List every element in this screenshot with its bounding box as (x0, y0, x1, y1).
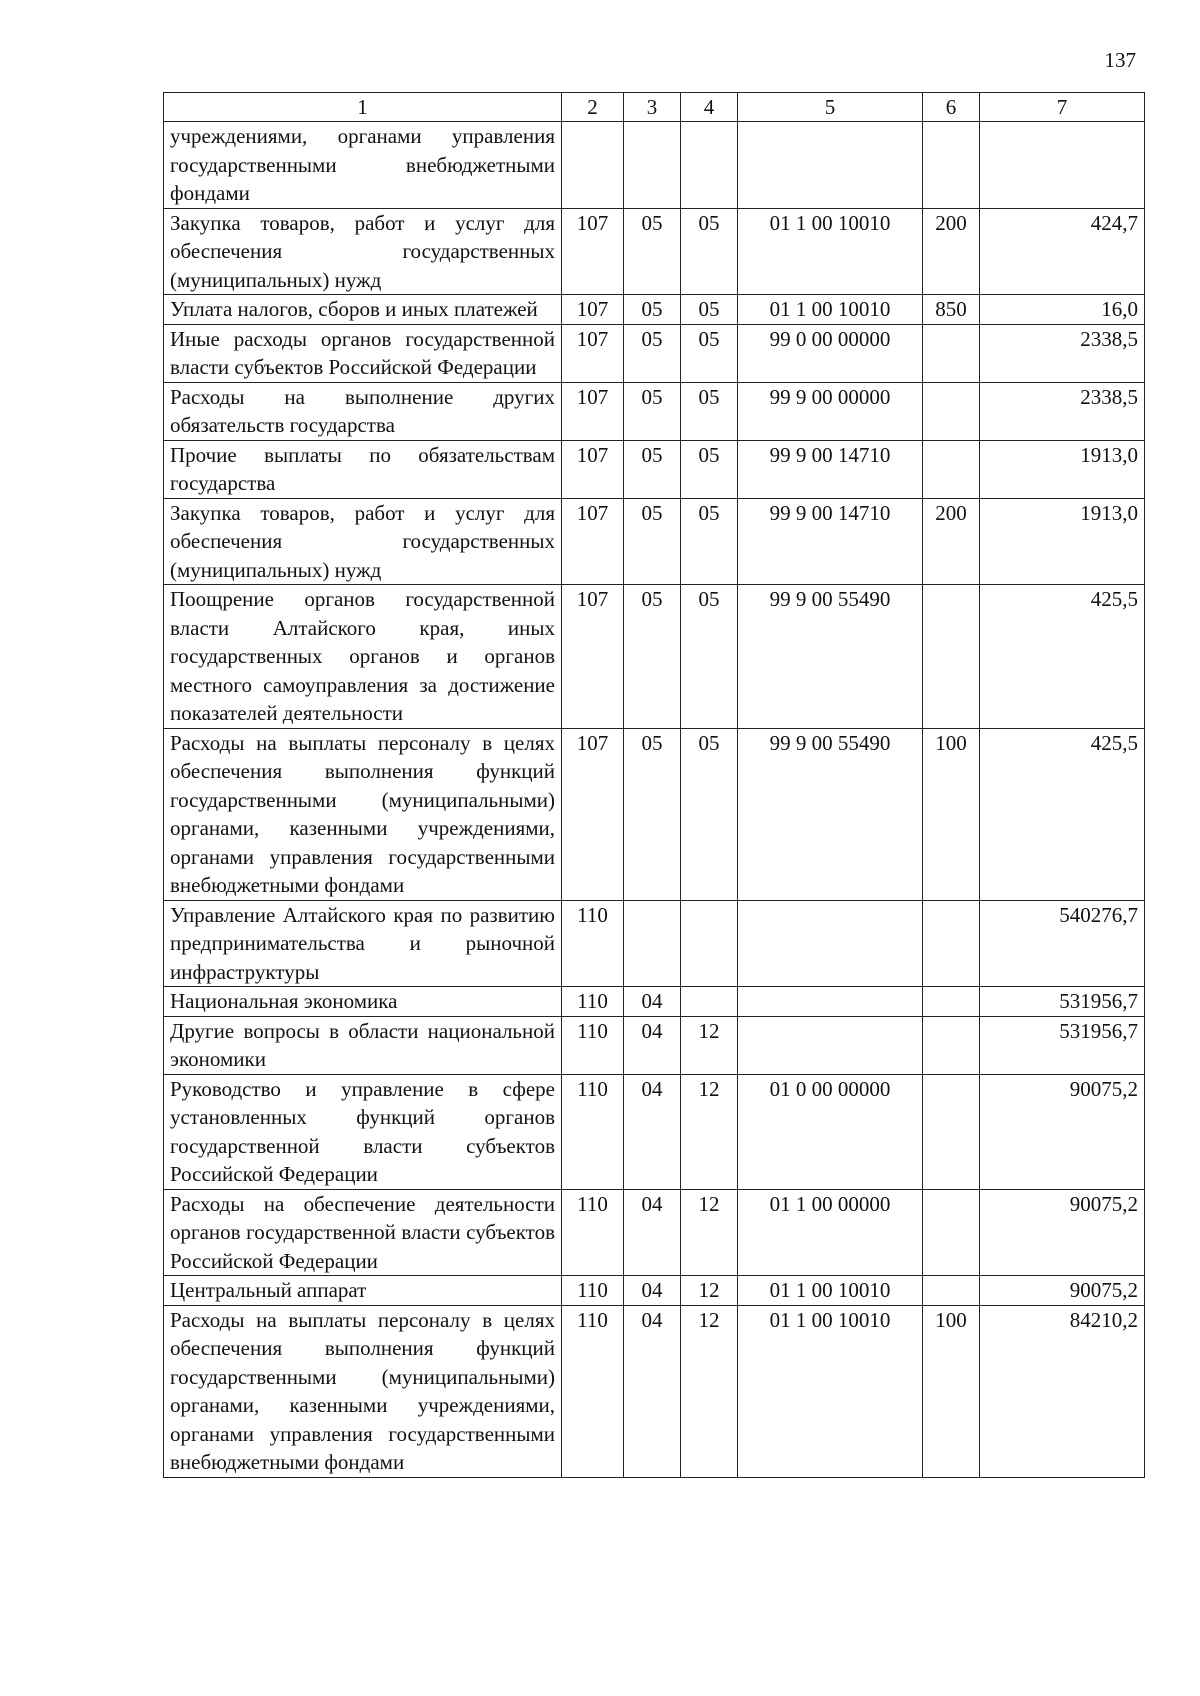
row-name-cell: Руководство и управление в сфере установленных функций органов государственной власти субъектов Российской Федерации (164, 1074, 562, 1189)
admin-code-cell: 110 (562, 1305, 624, 1477)
target-article-cell: 99 9 00 55490 (738, 728, 923, 900)
table-row (164, 728, 1145, 900)
expense-type-cell (923, 1276, 980, 1306)
section-cell: 05 (624, 728, 681, 900)
admin-code-cell: 110 (562, 1016, 624, 1074)
row-name-cell: Расходы на выполнение других обязательств государства (164, 382, 562, 440)
subsection-cell: 05 (681, 208, 738, 295)
row-name-cell: Национальная экономика (164, 987, 562, 1017)
amount-cell: 1913,0 (980, 498, 1145, 585)
section-cell: 04 (624, 1189, 681, 1276)
admin-code-cell: 107 (562, 585, 624, 729)
admin-code-cell: 110 (562, 987, 624, 1017)
admin-code-cell: 110 (562, 1189, 624, 1276)
admin-code-cell: 110 (562, 1074, 624, 1189)
subsection-cell (681, 987, 738, 1017)
table-row (164, 382, 1145, 440)
column-header: 5 (738, 93, 923, 122)
column-header: 1 (164, 93, 562, 122)
section-cell: 05 (624, 382, 681, 440)
admin-code-cell: 107 (562, 324, 624, 382)
amount-cell: 531956,7 (980, 987, 1145, 1017)
target-article-cell: 99 9 00 55490 (738, 585, 923, 729)
expense-type-cell (923, 585, 980, 729)
expense-type-cell (923, 1189, 980, 1276)
expense-type-cell: 200 (923, 498, 980, 585)
target-article-cell: 01 1 00 10010 (738, 208, 923, 295)
table-row (164, 585, 1145, 729)
admin-code-cell: 107 (562, 728, 624, 900)
amount-cell: 84210,2 (980, 1305, 1145, 1477)
table-row (164, 122, 1145, 209)
target-article-cell: 01 0 00 00000 (738, 1074, 923, 1189)
table-row (164, 1189, 1145, 1276)
table-row (164, 1016, 1145, 1074)
table-row (164, 1305, 1145, 1477)
amount-cell (980, 122, 1145, 209)
expense-type-cell (923, 900, 980, 987)
table-body (164, 122, 1145, 1478)
section-cell: 05 (624, 324, 681, 382)
subsection-cell: 12 (681, 1276, 738, 1306)
table-row (164, 324, 1145, 382)
row-name-cell: Расходы на обеспечение деятельности органов государственной власти субъектов Российской Федерации (164, 1189, 562, 1276)
target-article-cell: 99 9 00 14710 (738, 498, 923, 585)
subsection-cell: 12 (681, 1189, 738, 1276)
section-cell (624, 900, 681, 987)
target-article-cell: 01 1 00 00000 (738, 1189, 923, 1276)
subsection-cell (681, 122, 738, 209)
admin-code-cell: 110 (562, 1276, 624, 1306)
expense-type-cell (923, 122, 980, 209)
section-cell (624, 122, 681, 209)
amount-cell: 1913,0 (980, 440, 1145, 498)
row-name-cell: Расходы на выплаты персоналу в целях обеспечения выполнения функций государственными (муниципальными) органами, казенными учреждениями, органами управления государственными внебюджетными фондами (164, 728, 562, 900)
amount-cell: 425,5 (980, 585, 1145, 729)
column-header: 3 (624, 93, 681, 122)
target-article-cell (738, 900, 923, 987)
target-article-cell: 01 1 00 10010 (738, 1276, 923, 1306)
subsection-cell: 05 (681, 382, 738, 440)
admin-code-cell: 107 (562, 382, 624, 440)
subsection-cell: 05 (681, 585, 738, 729)
expense-type-cell: 100 (923, 1305, 980, 1477)
amount-cell: 90075,2 (980, 1074, 1145, 1189)
subsection-cell: 05 (681, 440, 738, 498)
amount-cell: 531956,7 (980, 1016, 1145, 1074)
subsection-cell: 05 (681, 498, 738, 585)
admin-code-cell: 110 (562, 900, 624, 987)
section-cell: 05 (624, 498, 681, 585)
amount-cell: 90075,2 (980, 1189, 1145, 1276)
table-row (164, 1074, 1145, 1189)
target-article-cell: 01 1 00 10010 (738, 295, 923, 325)
target-article-cell: 99 9 00 14710 (738, 440, 923, 498)
amount-cell: 2338,5 (980, 324, 1145, 382)
admin-code-cell: 107 (562, 208, 624, 295)
row-name-cell: Центральный аппарат (164, 1276, 562, 1306)
expense-type-cell (923, 1074, 980, 1189)
row-name-cell: Закупка товаров, работ и услуг для обеспечения государственных (муниципальных) нужд (164, 208, 562, 295)
subsection-cell: 05 (681, 728, 738, 900)
target-article-cell (738, 1016, 923, 1074)
row-name-cell: Расходы на выплаты персоналу в целях обеспечения выполнения функций государственными (муниципальными) органами, казенными учреждениями, органами управления государственными внебюджетными фондами (164, 1305, 562, 1477)
amount-cell: 16,0 (980, 295, 1145, 325)
budget-table (163, 92, 1145, 1478)
target-article-cell (738, 987, 923, 1017)
section-cell: 04 (624, 987, 681, 1017)
expense-type-cell (923, 987, 980, 1017)
expense-type-cell (923, 382, 980, 440)
subsection-cell (681, 900, 738, 987)
expense-type-cell (923, 440, 980, 498)
table-row (164, 208, 1145, 295)
section-cell: 05 (624, 208, 681, 295)
expense-type-cell (923, 324, 980, 382)
row-name-cell: Закупка товаров, работ и услуг для обеспечения государственных (муниципальных) нужд (164, 498, 562, 585)
table-row (164, 1276, 1145, 1306)
section-cell: 04 (624, 1074, 681, 1189)
table-row (164, 295, 1145, 325)
amount-cell: 540276,7 (980, 900, 1145, 987)
amount-cell: 2338,5 (980, 382, 1145, 440)
target-article-cell: 99 9 00 00000 (738, 382, 923, 440)
target-article-cell: 01 1 00 10010 (738, 1305, 923, 1477)
section-cell: 05 (624, 585, 681, 729)
table-row (164, 900, 1145, 987)
subsection-cell: 05 (681, 324, 738, 382)
admin-code-cell: 107 (562, 295, 624, 325)
page-number: 137 (1104, 48, 1136, 72)
row-name-cell: учреждениями, органами управления государственными внебюджетными фондами (164, 122, 562, 209)
row-name-cell: Прочие выплаты по обязательствам государства (164, 440, 562, 498)
row-name-cell: Другие вопросы в области национальной экономики (164, 1016, 562, 1074)
section-cell: 04 (624, 1305, 681, 1477)
admin-code-cell (562, 122, 624, 209)
column-header: 4 (681, 93, 738, 122)
column-header: 7 (980, 93, 1145, 122)
header-row (164, 93, 1145, 122)
target-article-cell: 99 0 00 00000 (738, 324, 923, 382)
section-cell: 05 (624, 295, 681, 325)
table-row (164, 498, 1145, 585)
amount-cell: 424,7 (980, 208, 1145, 295)
section-cell: 05 (624, 440, 681, 498)
expense-type-cell: 200 (923, 208, 980, 295)
admin-code-cell: 107 (562, 440, 624, 498)
section-cell: 04 (624, 1016, 681, 1074)
table-row (164, 987, 1145, 1017)
subsection-cell: 12 (681, 1074, 738, 1189)
expense-type-cell: 850 (923, 295, 980, 325)
row-name-cell: Поощрение органов государственной власти Алтайского края, иных государственных органов и органов местного самоуправления за достижение показателей деятельности (164, 585, 562, 729)
amount-cell: 425,5 (980, 728, 1145, 900)
amount-cell: 90075,2 (980, 1276, 1145, 1306)
row-name-cell: Иные расходы органов государственной власти субъектов Российской Федерации (164, 324, 562, 382)
row-name-cell: Управление Алтайского края по развитию предпринимательства и рыночной инфраструктуры (164, 900, 562, 987)
table-row (164, 440, 1145, 498)
admin-code-cell: 107 (562, 498, 624, 585)
column-header: 2 (562, 93, 624, 122)
subsection-cell: 12 (681, 1016, 738, 1074)
expense-type-cell (923, 1016, 980, 1074)
target-article-cell (738, 122, 923, 209)
subsection-cell: 12 (681, 1305, 738, 1477)
column-header: 6 (923, 93, 980, 122)
subsection-cell: 05 (681, 295, 738, 325)
section-cell: 04 (624, 1276, 681, 1306)
row-name-cell: Уплата налогов, сборов и иных платежей (164, 295, 562, 325)
expense-type-cell: 100 (923, 728, 980, 900)
